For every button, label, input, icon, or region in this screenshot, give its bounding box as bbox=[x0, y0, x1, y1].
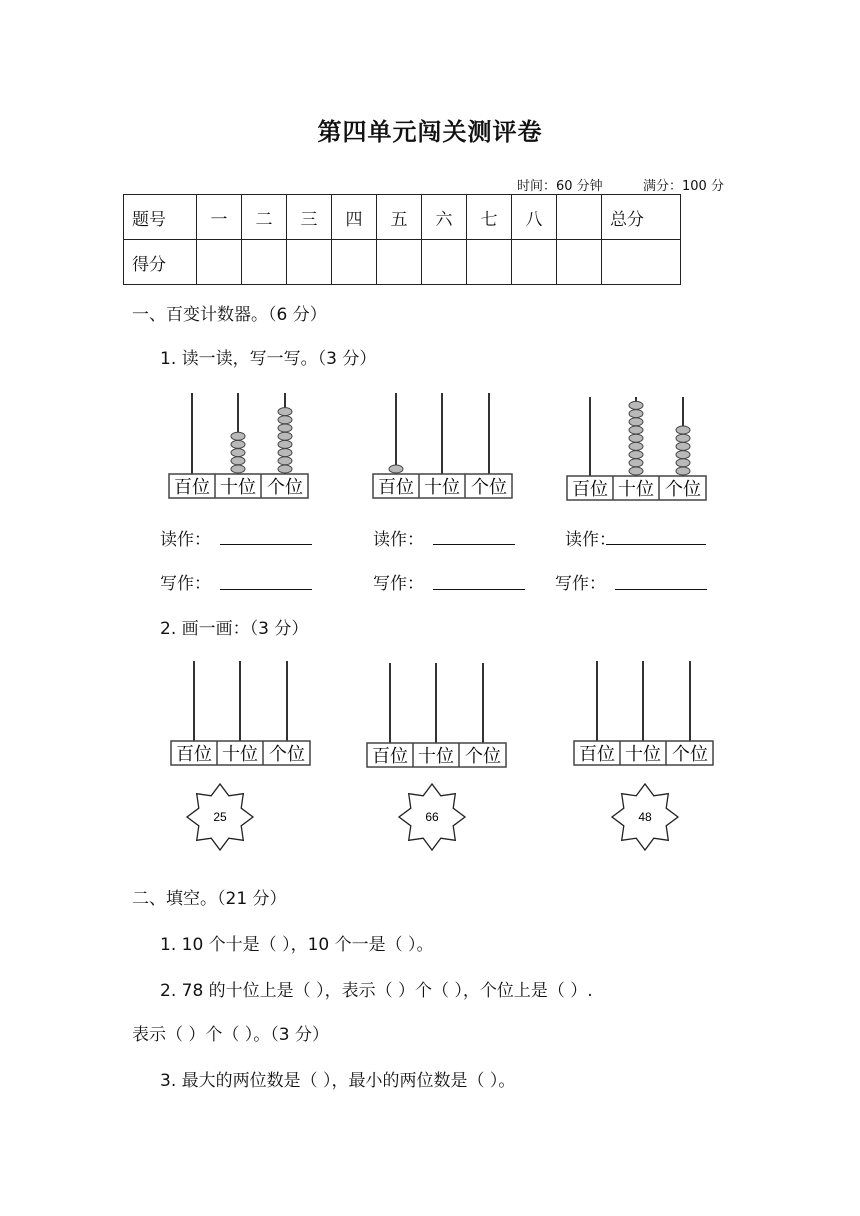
bead bbox=[278, 457, 292, 465]
table-header-cell: 四 bbox=[332, 195, 377, 240]
bead bbox=[389, 465, 403, 473]
table-header-cell: 六 bbox=[422, 195, 467, 240]
bead bbox=[629, 467, 643, 475]
place-label-ones: 个位 bbox=[269, 744, 305, 765]
place-label-ones: 个位 bbox=[665, 479, 701, 500]
bead bbox=[278, 424, 292, 432]
table-header-cell: 二 bbox=[242, 195, 287, 240]
place-label-ones: 个位 bbox=[471, 477, 507, 498]
bead bbox=[278, 440, 292, 448]
star-badge-3 bbox=[612, 784, 678, 850]
page-title: 第四单元闯关测评卷 bbox=[317, 118, 543, 146]
abacus-read-2 bbox=[373, 393, 512, 498]
bead bbox=[231, 432, 245, 440]
question-1-1: 1. 读一读，写一写。（3 分） bbox=[160, 349, 377, 369]
abacus-draw-1[interactable] bbox=[171, 661, 310, 765]
abacus-draw-2[interactable] bbox=[367, 663, 506, 767]
read-label-2: 读作： bbox=[373, 530, 424, 550]
bead bbox=[231, 449, 245, 457]
bead bbox=[676, 459, 690, 467]
read-label-3: 读作： bbox=[565, 530, 616, 550]
bead bbox=[231, 457, 245, 465]
bead bbox=[629, 401, 643, 409]
write-label-1: 写作： bbox=[160, 574, 211, 594]
bead bbox=[629, 459, 643, 467]
bead bbox=[676, 442, 690, 450]
bead bbox=[278, 432, 292, 440]
beads-group bbox=[389, 465, 403, 473]
place-label-hundreds: 百位 bbox=[579, 744, 615, 765]
place-label-tens: 十位 bbox=[618, 479, 654, 500]
question-1-2: 2. 画一画：（3 分） bbox=[160, 619, 309, 639]
bead bbox=[676, 451, 690, 459]
section-1-title: 一、百变计数器。（6 分） bbox=[132, 305, 327, 325]
place-label-ones: 个位 bbox=[267, 477, 303, 498]
question-2-3: 3. 最大的两位数是（ ），最小的两位数是（ ）。 bbox=[160, 1071, 516, 1091]
table-header-cell: 七 bbox=[467, 195, 512, 240]
bead bbox=[278, 449, 292, 457]
place-label-hundreds: 百位 bbox=[176, 744, 212, 765]
write-answer-line-1[interactable] bbox=[220, 589, 312, 590]
write-label-3: 写作： bbox=[555, 574, 606, 594]
read-answer-line-3[interactable] bbox=[606, 544, 706, 545]
place-label-tens: 十位 bbox=[222, 744, 258, 765]
abacus-draw-3[interactable] bbox=[574, 661, 713, 765]
bead bbox=[278, 416, 292, 424]
total-label: 总分 bbox=[602, 195, 681, 240]
score-label: 得分 bbox=[124, 240, 197, 285]
read-answer-line-1[interactable] bbox=[220, 544, 312, 545]
write-answer-line-3[interactable] bbox=[615, 589, 707, 590]
place-label-ones: 个位 bbox=[465, 746, 501, 767]
table-header-cell: 八 bbox=[512, 195, 557, 240]
abacus-read-3 bbox=[567, 397, 706, 500]
bead bbox=[231, 465, 245, 473]
bead bbox=[278, 465, 292, 473]
time-limit: 时间：60 分钟 bbox=[517, 179, 603, 194]
bead bbox=[278, 408, 292, 416]
question-2-2: 2. 78 的十位上是（ ），表示（ ）个（ ），个位上是（ ）. bbox=[160, 981, 593, 1001]
place-label-hundreds: 百位 bbox=[174, 477, 210, 498]
place-label-ones: 个位 bbox=[672, 744, 708, 765]
bead bbox=[629, 451, 643, 459]
full-score: 满分：100 分 bbox=[643, 179, 724, 194]
beads-group bbox=[629, 401, 690, 475]
place-label-hundreds: 百位 bbox=[372, 746, 408, 767]
section-2-title: 二、填空。（21 分） bbox=[132, 889, 287, 909]
bead bbox=[629, 410, 643, 418]
place-label-hundreds: 百位 bbox=[572, 479, 608, 500]
bead bbox=[629, 442, 643, 450]
draw-number: 48 bbox=[638, 810, 652, 824]
place-label-tens: 十位 bbox=[424, 477, 460, 498]
draw-number: 66 bbox=[425, 810, 439, 824]
star-badge-1 bbox=[187, 784, 253, 850]
bead bbox=[629, 418, 643, 426]
place-label-tens: 十位 bbox=[625, 744, 661, 765]
question-number-label: 题号 bbox=[124, 195, 197, 240]
place-label-tens: 十位 bbox=[418, 746, 454, 767]
question-2-1: 1. 10 个十是（ ），10 个一是（ ）。 bbox=[160, 935, 434, 955]
write-answer-line-2[interactable] bbox=[433, 589, 525, 590]
beads-group bbox=[231, 408, 292, 473]
table-header-cell: 五 bbox=[377, 195, 422, 240]
write-label-2: 写作： bbox=[373, 574, 424, 594]
question-2-2-continued: 表示（ ）个（ ）。（3 分） bbox=[132, 1025, 330, 1045]
bead bbox=[676, 467, 690, 475]
abacus-read-1 bbox=[169, 393, 308, 498]
place-label-hundreds: 百位 bbox=[378, 477, 414, 498]
bead bbox=[629, 426, 643, 434]
table-header-cell: 三 bbox=[287, 195, 332, 240]
bead bbox=[676, 426, 690, 434]
read-label-1: 读作： bbox=[160, 530, 211, 550]
bead bbox=[231, 440, 245, 448]
star-badge-2 bbox=[399, 784, 465, 850]
place-label-tens: 十位 bbox=[220, 477, 256, 498]
read-answer-line-2[interactable] bbox=[433, 544, 515, 545]
draw-number: 25 bbox=[213, 810, 227, 824]
bead bbox=[629, 434, 643, 442]
table-header-cell: 一 bbox=[197, 195, 242, 240]
bead bbox=[676, 434, 690, 442]
